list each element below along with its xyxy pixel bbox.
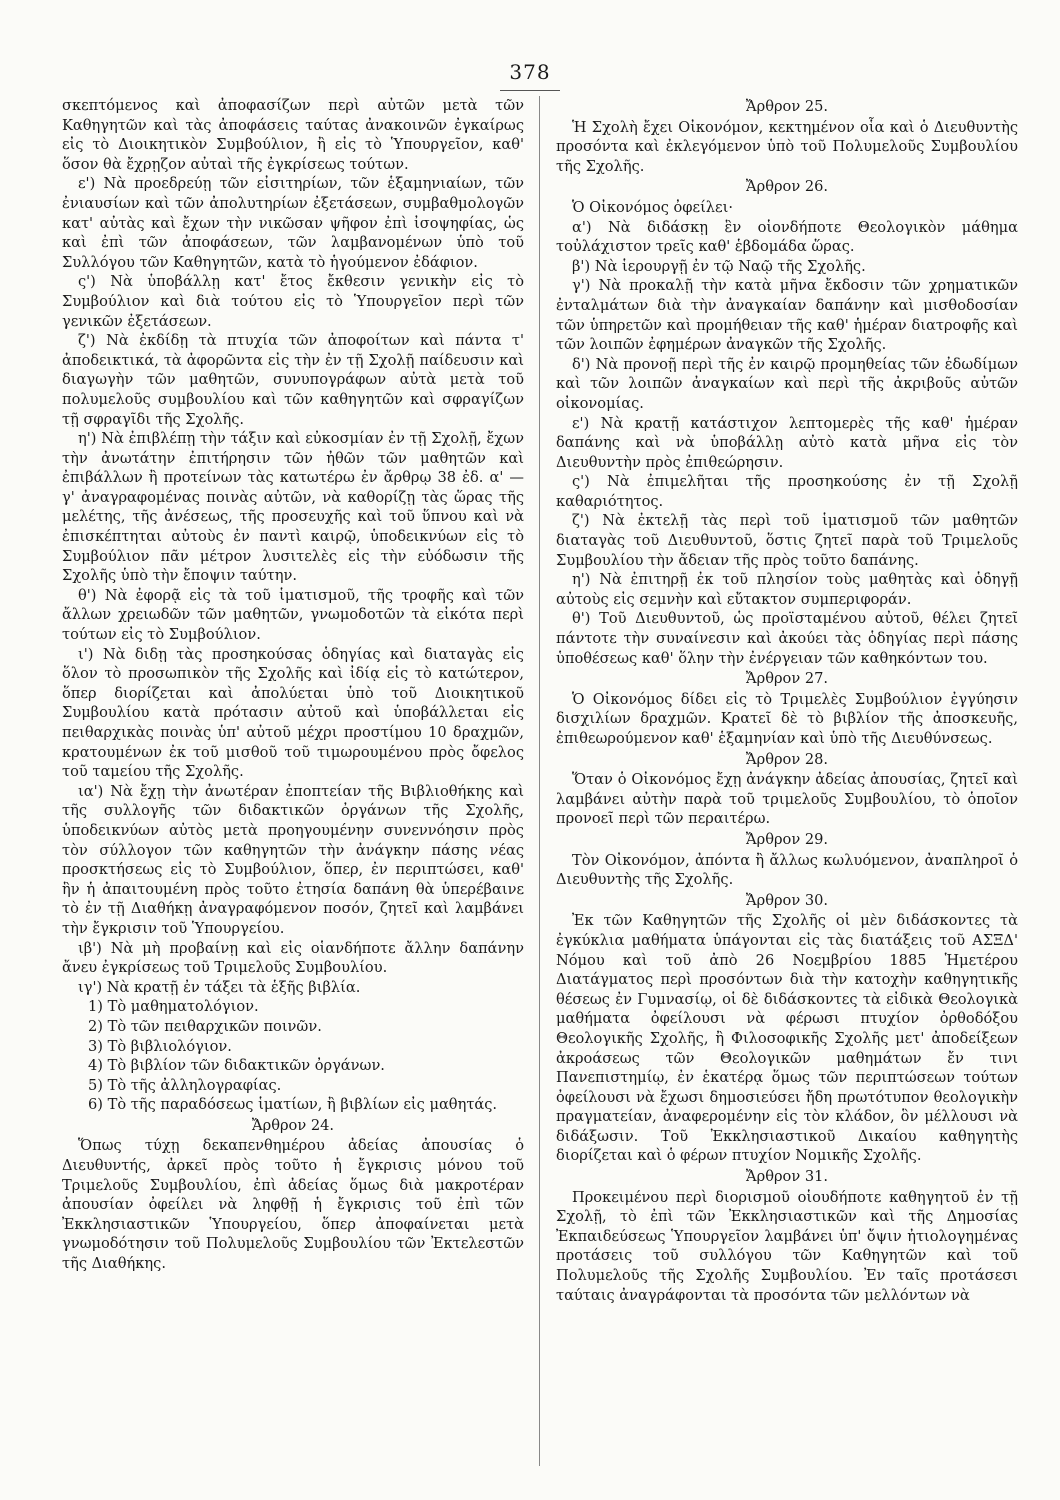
- paragraph: ς') Νὰ ἐπιμελῆται τῆς προσηκούσης ἐν τῇ Σχολῇ καθαριότητος.: [556, 473, 1018, 510]
- column-divider: [539, 96, 540, 1466]
- article-heading: Ἄρθρον 25.: [745, 98, 829, 115]
- list-item: 2) Τὸ τῶν πειθαρχικῶν ποινῶν.: [88, 1017, 322, 1035]
- paragraph: ς') Νὰ ὑποβάλλῃ κατ' ἔτος ἔκθεσιν γενικὴν εἰς τὸ Συμβούλιον καὶ διὰ τούτου εἰς τὸ Ὑπουργεῖον περὶ τῶν γενικῶν ἐξετάσεων.: [62, 273, 524, 330]
- paragraph: ε') Νὰ κρατῇ κατάστιχον λεπτομερὲς τῆς καθ' ἡμέραν δαπάνης καὶ νὰ ὑποβάλλῃ αὐτὸ κατὰ μῆνα εἰς τὸν Διευθυντὴν πρὸς ἐπιθεώρησιν.: [556, 414, 1018, 471]
- paragraph: ε') Νὰ προεδρεύῃ τῶν εἰσιτηρίων, τῶν ἑξαμηνιαίων, τῶν ἐνιαυσίων καὶ τῶν ἀπολυτηρίων ἐξετάσεων, συμβαθμολογῶν κατ' αὐτὰς καὶ ἔχων τὴν νικῶσαν ψῆφον ἐπὶ ἰσοψηφίας, ὡς καὶ ἐπὶ τῶν ἀποφάσεων, τῶν λαμβανομένων ὑπὸ τοῦ Συλλόγου τῶν Καθηγητῶν, κατὰ τὸ ἡγούμενον ἐδάφιον.: [62, 175, 524, 271]
- paragraph: ζ') Νὰ ἐκτελῇ τὰς περὶ τοῦ ἱματισμοῦ τῶν μαθητῶν διαταγὰς τοῦ Διευθυντοῦ, ὅστις ζητεῖ παρὰ τοῦ Τριμελοῦς Συμβουλίου τὴν ἄδειαν τῆς πρὸς τοῦτο δαπάνης.: [556, 512, 1018, 569]
- paragraph: σκεπτόμενος καὶ ἀποφασίζων περὶ αὐτῶν μετὰ τῶν Καθηγητῶν καὶ τὰς ἀποφάσεις ταύτας ἀνακοινῶν ἐγκαίρως εἰς τὸ Διοικητικὸν Συμβούλιον, ἢ εἰς τὸ Ὑπουργεῖον, καθ' ὅσον θὰ ἔχρῃζον αὐταὶ τῆς ἐγκρίσεως τούτων.: [62, 97, 524, 173]
- list-item: 5) Τὸ τῆς ἀλληλογραφίας.: [88, 1076, 282, 1094]
- paragraph: η') Νὰ ἐπιτηρῇ ἐκ τοῦ πλησίον τοὺς μαθητὰς καὶ ὁδηγῇ αὐτοὺς εἰς σεμνὴν καὶ εὔτακτον συμπεριφοράν.: [556, 571, 1018, 608]
- paragraph: Ὁ Οἰκονόμος δίδει εἰς τὸ Τριμελὲς Συμβούλιον ἐγγύησιν δισχιλίων δραχμῶν. Κρατεῖ δὲ τὸ βιβλίον τῆς ἀποσκευῆς, ἐπιθεωρούμενον καθ' ἑξαμηνίαν καὶ ὑπὸ τῆς Διευθύνσεως.: [556, 690, 1018, 747]
- left-column: [62, 96, 524, 1274]
- paragraph: Ἡ Σχολὴ ἔχει Οἰκονόμον, κεκτημένον οἷα καὶ ὁ Διευθυντὴς προσόντα καὶ ἐκλεγόμενον ὑπὸ τοῦ Πολυμελοῦς Συμβουλίου τῆς Σχολῆς.: [556, 118, 1018, 175]
- article-heading: Ἄρθρον 27.: [745, 670, 829, 688]
- paragraph: θ') Νὰ ἐφορᾷ εἰς τὰ τοῦ ἱματισμοῦ, τῆς τροφῆς καὶ τῶν ἄλλων χρειωδῶν τῶν μαθητῶν, γνωμοδοτῶν τὰ εἰκότα περὶ τούτων εἰς τὸ Συμβούλιον.: [62, 586, 524, 644]
- article-heading: Ἄρθρον 31.: [745, 1168, 829, 1186]
- paragraph: ιβ') Νὰ μὴ προβαίνῃ καὶ εἰς οἱανδήποτε ἄλλην δαπάνην ἄνευ ἐγκρίσεως τοῦ Τριμελοῦς Συμβουλίου.: [62, 939, 524, 977]
- page-number: 378: [509, 60, 551, 84]
- article-heading: Ἄρθρον 24.: [251, 1116, 335, 1134]
- header-rule: [500, 90, 560, 91]
- right-column: [556, 96, 1018, 1305]
- paragraph: Ὅπως τύχῃ δεκαπενθημέρου ἀδείας ἀπουσίας ὁ Διευθυντής, ἀρκεῖ πρὸς τοῦτο ἡ ἔγκρισις μόνου τοῦ Τριμελοῦς Συμβουλίου, ἐπὶ ἀδείας ὅμως διὰ μακροτέραν ἀπουσίαν ὀφείλει νὰ ληφθῇ ἡ ἔγκρισις τοῦ ἐπὶ τῶν Ἐκκλησιαστικῶν Ὑπουργείου, ὅπερ ἀποφαίνεται μετὰ γνωμοδότησιν τοῦ Πολυμελοῦς Συμβουλίου τῶν Ἐκτελεστῶν τῆς Διαθήκης.: [62, 1137, 524, 1273]
- paragraph: Προκειμένου περὶ διορισμοῦ οἱουδήποτε καθηγητοῦ ἐν τῇ Σχολῇ, τὸ ἐπὶ τῶν Ἐκκλησιαστικῶν καὶ τῆς Δημοσίας Ἐκπαιδεύσεως Ὑπουργεῖον λαμβάνει ὑπ' ὄψιν ἠτιολογημένας προτάσεις τοῦ συλλόγου τῶν Καθηγητῶν καὶ τοῦ Πολυμελοῦς τῆς Σχολῆς Συμβουλίου. Ἐν ταῖς προτάσεσι ταύταις ἀναγράφονται τὰ προσόντα τῶν μελλόντων νὰ: [556, 1188, 1018, 1304]
- article-heading: Ἄρθρον 30.: [745, 891, 829, 909]
- article-heading: Ἄρθρον 26.: [745, 178, 829, 196]
- list-item: 1) Τὸ μαθηματολόγιον.: [88, 998, 259, 1016]
- paragraph: ια') Νὰ ἔχῃ τὴν ἀνωτέραν ἐποπτείαν τῆς Βιβλιοθήκης καὶ τῆς συλλογῆς τῶν διδακτικῶν ὀργάνων τῆς Σχολῆς, ὑποδεικνύων αὐτὸς μετὰ προηγουμένην συνεννόησιν πρὸς τὸν σύλλογον τῶν καθηγητῶν τὴν ἀνάγκην πάσης νέας προσκτήσεως εἰς τὸ Συμβούλιον, ὅπερ, ἐν περιπτώσει, καθ' ἣν ἡ ἀπαιτουμένη πρὸς τοῦτο ἐτησία δαπάνη θὰ ὑπερέβαινε τὸ ἐν τῇ Διαθήκῃ ἀναγραφόμενον ποσόν, ζητεῖ καὶ λαμβάνει τὴν ἔγκρισιν τοῦ Ὑπουργείου.: [62, 782, 524, 937]
- list-item: 3) Τὸ βιβλιολόγιον.: [88, 1037, 232, 1055]
- paragraph: Ἐκ τῶν Καθηγητῶν τῆς Σχολῆς οἱ μὲν διδάσκοντες τὰ ἐγκύκλια μαθήματα ὑπάγονται εἰς τὰς διατάξεις τοῦ ΑΣΞΔ' Νόμου καὶ τοῦ ἀπὸ 26 Νοεμβρίου 1885 Ἡμετέρου Διατάγματος περὶ προσόντων διὰ τὴν κατοχὴν καθηγητικῆς θέσεως ἐν Γυμνασίῳ, οἱ δὲ διδάσκοντες τὰ εἰδικὰ Θεολογικὰ μαθήματα ὀφείλουσι νὰ φέρωσι πτυχίον ὀρθοδόξου Θεολογικῆς Σχολῆς, ἢ Φιλοσοφικῆς Σχολῆς μετ' ἀποδείξεων ἀκροάσεως τῶν Θεολογικῶν μαθημάτων ἔν τινι Πανεπιστημίῳ, ἐν ἑκατέρᾳ ὅμως τῶν περιπτώσεων τούτων ὀφείλουσι νὰ ἔχωσι δημοσιεύσει ἤδη πρωτότυπον θεολογικὴν πραγματείαν, ἀναφερομένην εἰς τὸν κλάδον, ὃν μέλλουσι νὰ διδάξωσιν. Τοῦ Ἐκκλησιαστικοῦ Δικαίου καθηγητὴς διορίζεται καὶ ὁ φέρων πτυχίον Νομικῆς Σχολῆς.: [556, 912, 1018, 1165]
- article-heading: Ἄρθρον 29.: [745, 830, 829, 848]
- paragraph: Τὸν Οἰκονόμον, ἀπόντα ἢ ἄλλως κωλυόμενον, ἀναπληροῖ ὁ Διευθυντὴς τῆς Σχολῆς.: [556, 851, 1018, 889]
- list-item: 6) Τὸ τῆς παραδόσεως ἱματίων, ἢ βιβλίων εἰς μαθητάς.: [88, 1096, 498, 1114]
- paragraph: α') Νὰ διδάσκῃ ἓν οἱονδήποτε Θεολογικὸν μάθημα τοὐλάχιστον τρεῖς καθ' ἑβδομάδα ὥρας.: [556, 218, 1018, 256]
- article-heading: Ἄρθρον 28.: [745, 750, 829, 768]
- paragraph: η') Νὰ ἐπιβλέπῃ τὴν τάξιν καὶ εὐκοσμίαν ἐν τῇ Σχολῇ, ἔχων τὴν ἀνωτάτην ἐπιτήρησιν τῶν ἠθῶν τῶν μαθητῶν καὶ ἐπιβάλλων ἢ προτείνων τὰς κατωτέρω ἐν ἄρθρῳ 38 ἐδ. α' — γ' ἀναγραφομένας ποινὰς αὐτῶν, νὰ καθορίζῃ τὰς ὥρας τῆς μελέτης, τῆς ἀνέσεως, τῆς προσευχῆς καὶ τοῦ ὕπνου καὶ νὰ ἐπισκέπτηται αὐτοὺς ἐν παντὶ καιρῷ, ὑποδεικνύων εἰς τὸ Συμβούλιον πᾶν μέτρον λυσιτελὲς εἰς τὴν εὐόδωσιν τῆς Σχολῆς ὑπὸ τὴν ἔποψιν ταύτην.: [62, 430, 524, 585]
- paragraph: ζ') Νὰ ἐκδίδῃ τὰ πτυχία τῶν ἀποφοίτων καὶ πάντα τ' ἀποδεικτικά, τὰ ἀφορῶντα εἰς τὴν ἐν τῇ Σχολῇ παίδευσιν καὶ διαγωγὴν τῶν μαθητῶν, συνυπογράφων αὐτὰ μετὰ τοῦ πολυμελοῦς συμβουλίου καὶ τῶν καθηγητῶν καὶ σφραγίζων τῇ σφραγῖδι τῆς Σχολῆς.: [62, 332, 524, 428]
- paragraph: Ὁ Οἰκονόμος ὀφείλει·: [572, 198, 733, 216]
- paragraph: Ὅταν ὁ Οἰκονόμος ἔχῃ ἀνάγκην ἀδείας ἀπουσίας, ζητεῖ καὶ λαμβάνει αὐτὴν παρὰ τοῦ τριμελοῦς Συμβουλίου, τὸ ὁποῖον προνοεῖ περὶ τῶν περαιτέρω.: [556, 771, 1018, 828]
- paragraph: β') Νὰ ἱερουργῇ ἐν τῷ Ναῷ τῆς Σχολῆς.: [572, 257, 866, 275]
- paragraph: ι') Νὰ διδῃ τὰς προσηκούσας ὁδηγίας καὶ διαταγὰς εἰς ὅλον τὸ προσωπικὸν τῆς Σχολῆς καὶ ἰδίᾳ εἰς τὸ κατώτερον, ὅπερ διορίζεται καὶ ἀπολύεται ὑπὸ τοῦ Διοικητικοῦ Συμβουλίου κατὰ πρότασιν αὐτοῦ καὶ ὑποβάλλεται εἰς πειθαρχικὰς ποινὰς ὑπ' αὐτοῦ μέχρι προστίμου 10 δραχμῶν, κρατουμένων ἐκ τοῦ μισθοῦ τοῦ τιμωρουμένου πρὸς ὄφελος τοῦ ταμείου τῆς Σχολῆς.: [62, 645, 524, 781]
- paragraph: γ') Νὰ προκαλῇ τὴν κατὰ μῆνα ἔκδοσιν τῶν χρηματικῶν ἐνταλμάτων διὰ τὴν ἀναγκαίαν δαπάνην καὶ μισθοδοσίαν τῶν ὑπηρετῶν καὶ προμήθειαν τῆς καθ' ἡμέραν διατροφῆς καὶ τῶν λοιπῶν ἐφημέρων ἀναγκῶν τῆς Σχολῆς.: [556, 277, 1018, 354]
- paragraph: θ') Τοῦ Διευθυντοῦ, ὡς προϊσταμένου αὐτοῦ, θέλει ζητεῖ πάντοτε τὴν συναίνεσιν καὶ ἀκούει τὰς ὁδηγίας περὶ πάσης ὑποθέσεως καθ' ὅλην τὴν ἐνέργειαν τῶν καθηκόντων του.: [556, 610, 1018, 667]
- paragraph: δ') Νὰ προνοῇ περὶ τῆς ἐν καιρῷ προμηθείας τῶν ἐδωδίμων καὶ τῶν λοιπῶν ἀναγκαίων καὶ περὶ τῆς ἀκριβοῦς αὐτῶν οἰκονομίας.: [556, 355, 1018, 412]
- paragraph: ιγ') Νὰ κρατῇ ἐν τάξει τὰ ἑξῆς βιβλία.: [78, 978, 361, 996]
- list-item: 4) Τὸ βιβλίον τῶν διδακτικῶν ὀργάνων.: [88, 1057, 385, 1075]
